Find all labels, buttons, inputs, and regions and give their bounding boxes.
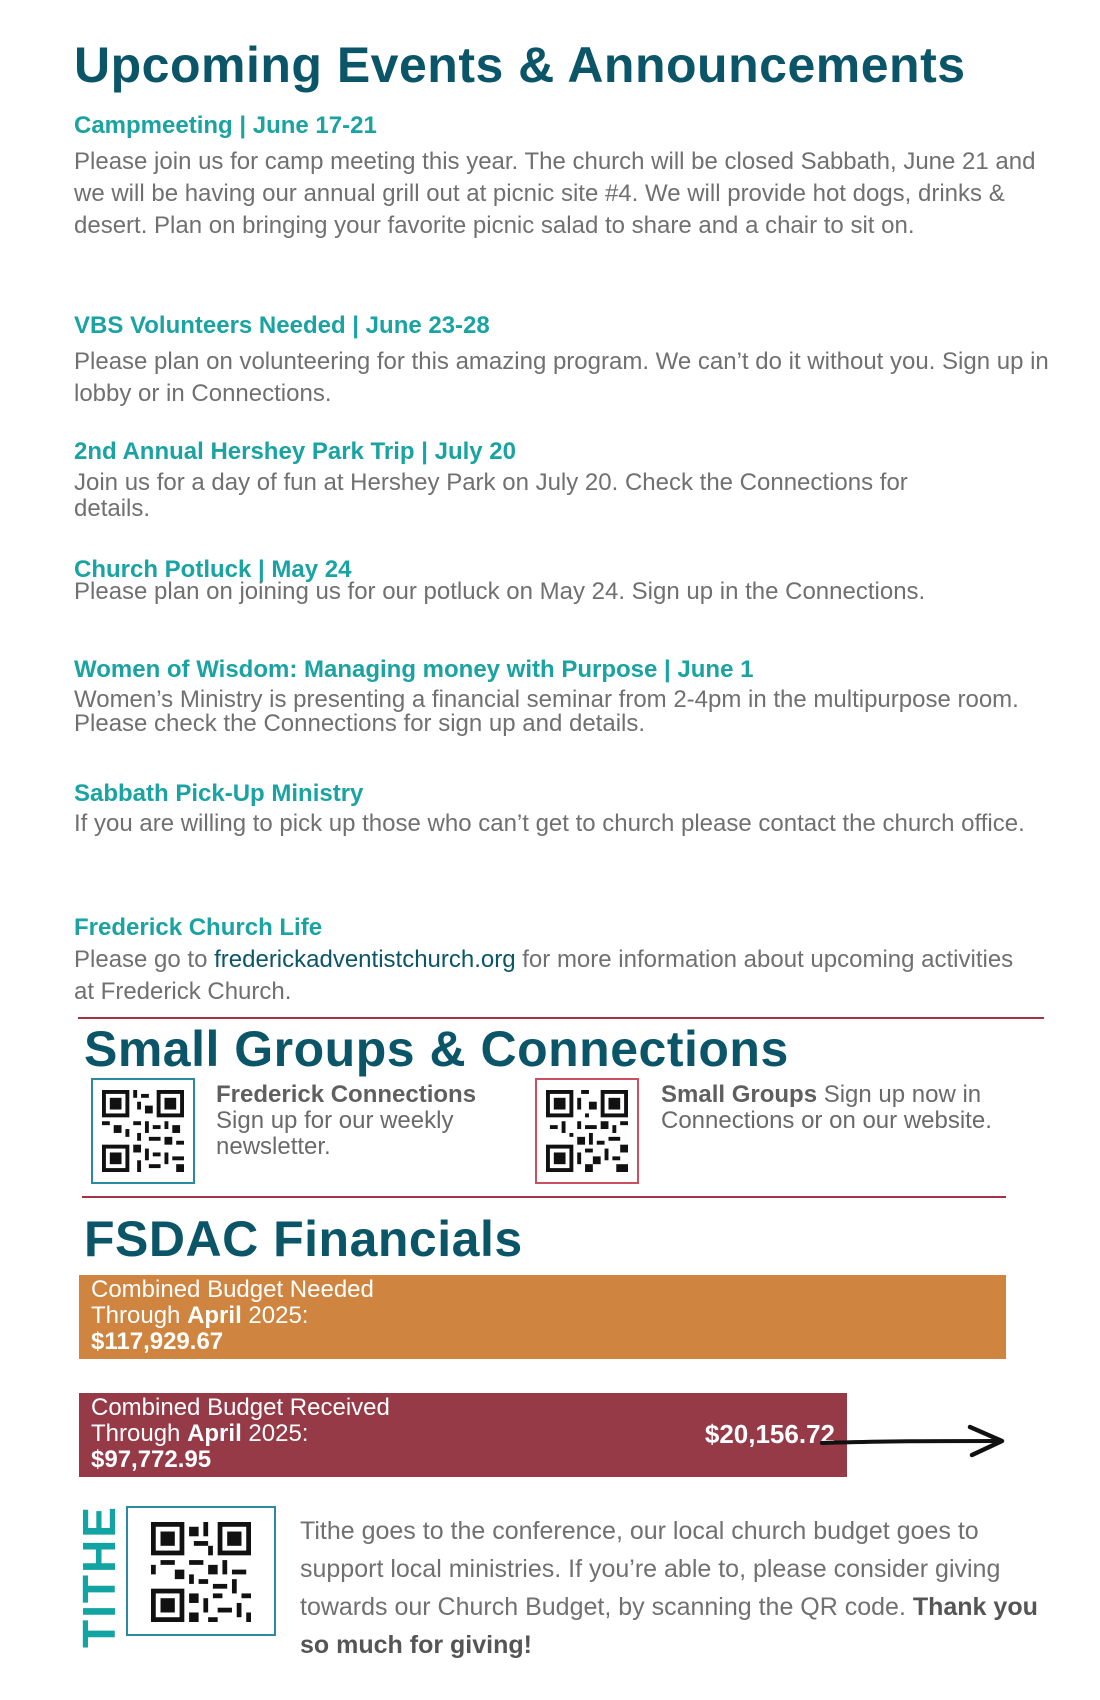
budget-needed-line2 bbox=[91, 1303, 994, 1329]
qr-code-icon bbox=[546, 1089, 628, 1173]
event-body-potluck: Please plan on joining us for our potluck on May 24. Sign up in the Connections. bbox=[74, 578, 926, 605]
page-title: Upcoming Events & Announcements bbox=[74, 37, 966, 93]
church-life-text-before: Please go to bbox=[74, 946, 215, 973]
budget-needed-through: Through bbox=[91, 1302, 188, 1329]
tithe-label: TITHE bbox=[73, 1505, 125, 1648]
arrow-right-icon bbox=[818, 1422, 1008, 1458]
church-life-text-after: for more information about upcoming activities at Frederick Church. bbox=[74, 946, 1014, 1005]
event-body-campmeeting: Please join us for camp meeting this year. The church will be closed Sabbath, June 21 and we will be having our annual grill out at picnic site #4. We will provide hot dogs, drinks & desert. Plan on bringing your favorite picnic salad to share and a chair to sit on. bbox=[74, 148, 1036, 239]
budget-received-year: 2025: bbox=[241, 1420, 309, 1447]
small-groups-label: Small Groups bbox=[661, 1081, 818, 1108]
budget-needed-bar bbox=[79, 1275, 1006, 1359]
event-body-pickup: If you are willing to pick up those who can’t get to church please contact the church office. bbox=[74, 810, 1025, 837]
event-title-pickup: Sabbath Pick-Up Ministry bbox=[74, 780, 364, 807]
tithe-thanks: Thank you so much for giving! bbox=[300, 1593, 1038, 1659]
section-divider bbox=[78, 1017, 1044, 1019]
event-title-campmeeting: Campmeeting | June 17-21 bbox=[74, 112, 377, 139]
small-groups-desc: Sign up now in Connections or on our website. bbox=[661, 1081, 992, 1134]
qr-code-icon bbox=[102, 1089, 184, 1173]
event-title-hershey: 2nd Annual Hershey Park Trip | July 20 bbox=[74, 438, 516, 465]
budget-needed-year: 2025: bbox=[241, 1302, 309, 1329]
connections-desc: Sign up for our weekly newsletter. bbox=[216, 1107, 454, 1160]
event-title-church-life: Frederick Church Life bbox=[74, 914, 323, 941]
small-groups-qr-text bbox=[661, 1082, 1021, 1134]
small-groups-title: Small Groups & Connections bbox=[84, 1021, 789, 1077]
tithe-description bbox=[300, 1512, 1060, 1664]
budget-received-line1: Combined Budget Received bbox=[91, 1394, 390, 1421]
event-body-vbs: Please plan on volunteering for this amazing program. We can’t do it without you. Sign up in lobby or in Connections. bbox=[74, 348, 1049, 407]
tithe-text: Tithe goes to the conference, our local church budget goes to support local ministries. If you’re able to, please consider giving towards our Church Budget, by scanning the QR code. bbox=[300, 1517, 1001, 1621]
church-website-link[interactable]: frederickadventistchurch.org bbox=[214, 946, 516, 973]
event-body-women-of-wisdom: Women’s Ministry is presenting a financial seminar from 2-4pm in the multipurpose room. Please check the Connections for sign up and details. bbox=[74, 686, 1019, 737]
budget-needed-month: April bbox=[187, 1302, 242, 1329]
qr-code-icon[interactable] bbox=[91, 1078, 195, 1184]
qr-code-icon[interactable] bbox=[535, 1078, 639, 1184]
event-title-vbs: VBS Volunteers Needed | June 23-28 bbox=[74, 312, 490, 339]
budget-received-through: Through bbox=[91, 1420, 188, 1447]
qr-code-icon bbox=[148, 1522, 254, 1622]
budget-received-amount-value: $97,772.95 bbox=[91, 1446, 212, 1473]
event-title-potluck: Church Potluck | May 24 bbox=[74, 556, 352, 583]
budget-needed-amount bbox=[91, 1329, 994, 1355]
budget-difference: $20,156.72 bbox=[704, 1419, 835, 1449]
section-divider bbox=[82, 1196, 1006, 1198]
qr-code-icon[interactable] bbox=[126, 1506, 276, 1636]
connections-qr-text bbox=[216, 1082, 506, 1160]
budget-received-amount bbox=[91, 1447, 835, 1473]
financials-title: FSDAC Financials bbox=[84, 1211, 523, 1267]
budget-received-month: April bbox=[187, 1420, 242, 1447]
event-title-women-of-wisdom: Women of Wisdom: Managing money with Purpose | June 1 bbox=[74, 656, 754, 683]
event-body-hershey: Join us for a day of fun at Hershey Park on July 20. Check the Connections for details. bbox=[74, 469, 908, 522]
event-body-church-life bbox=[74, 944, 1014, 1008]
budget-needed-amount-value: $117,929.67 bbox=[91, 1328, 224, 1355]
budget-needed-line1: Combined Budget Needed bbox=[91, 1276, 374, 1303]
connections-label: Frederick Connections bbox=[216, 1081, 477, 1108]
budget-received-bar bbox=[79, 1393, 847, 1477]
